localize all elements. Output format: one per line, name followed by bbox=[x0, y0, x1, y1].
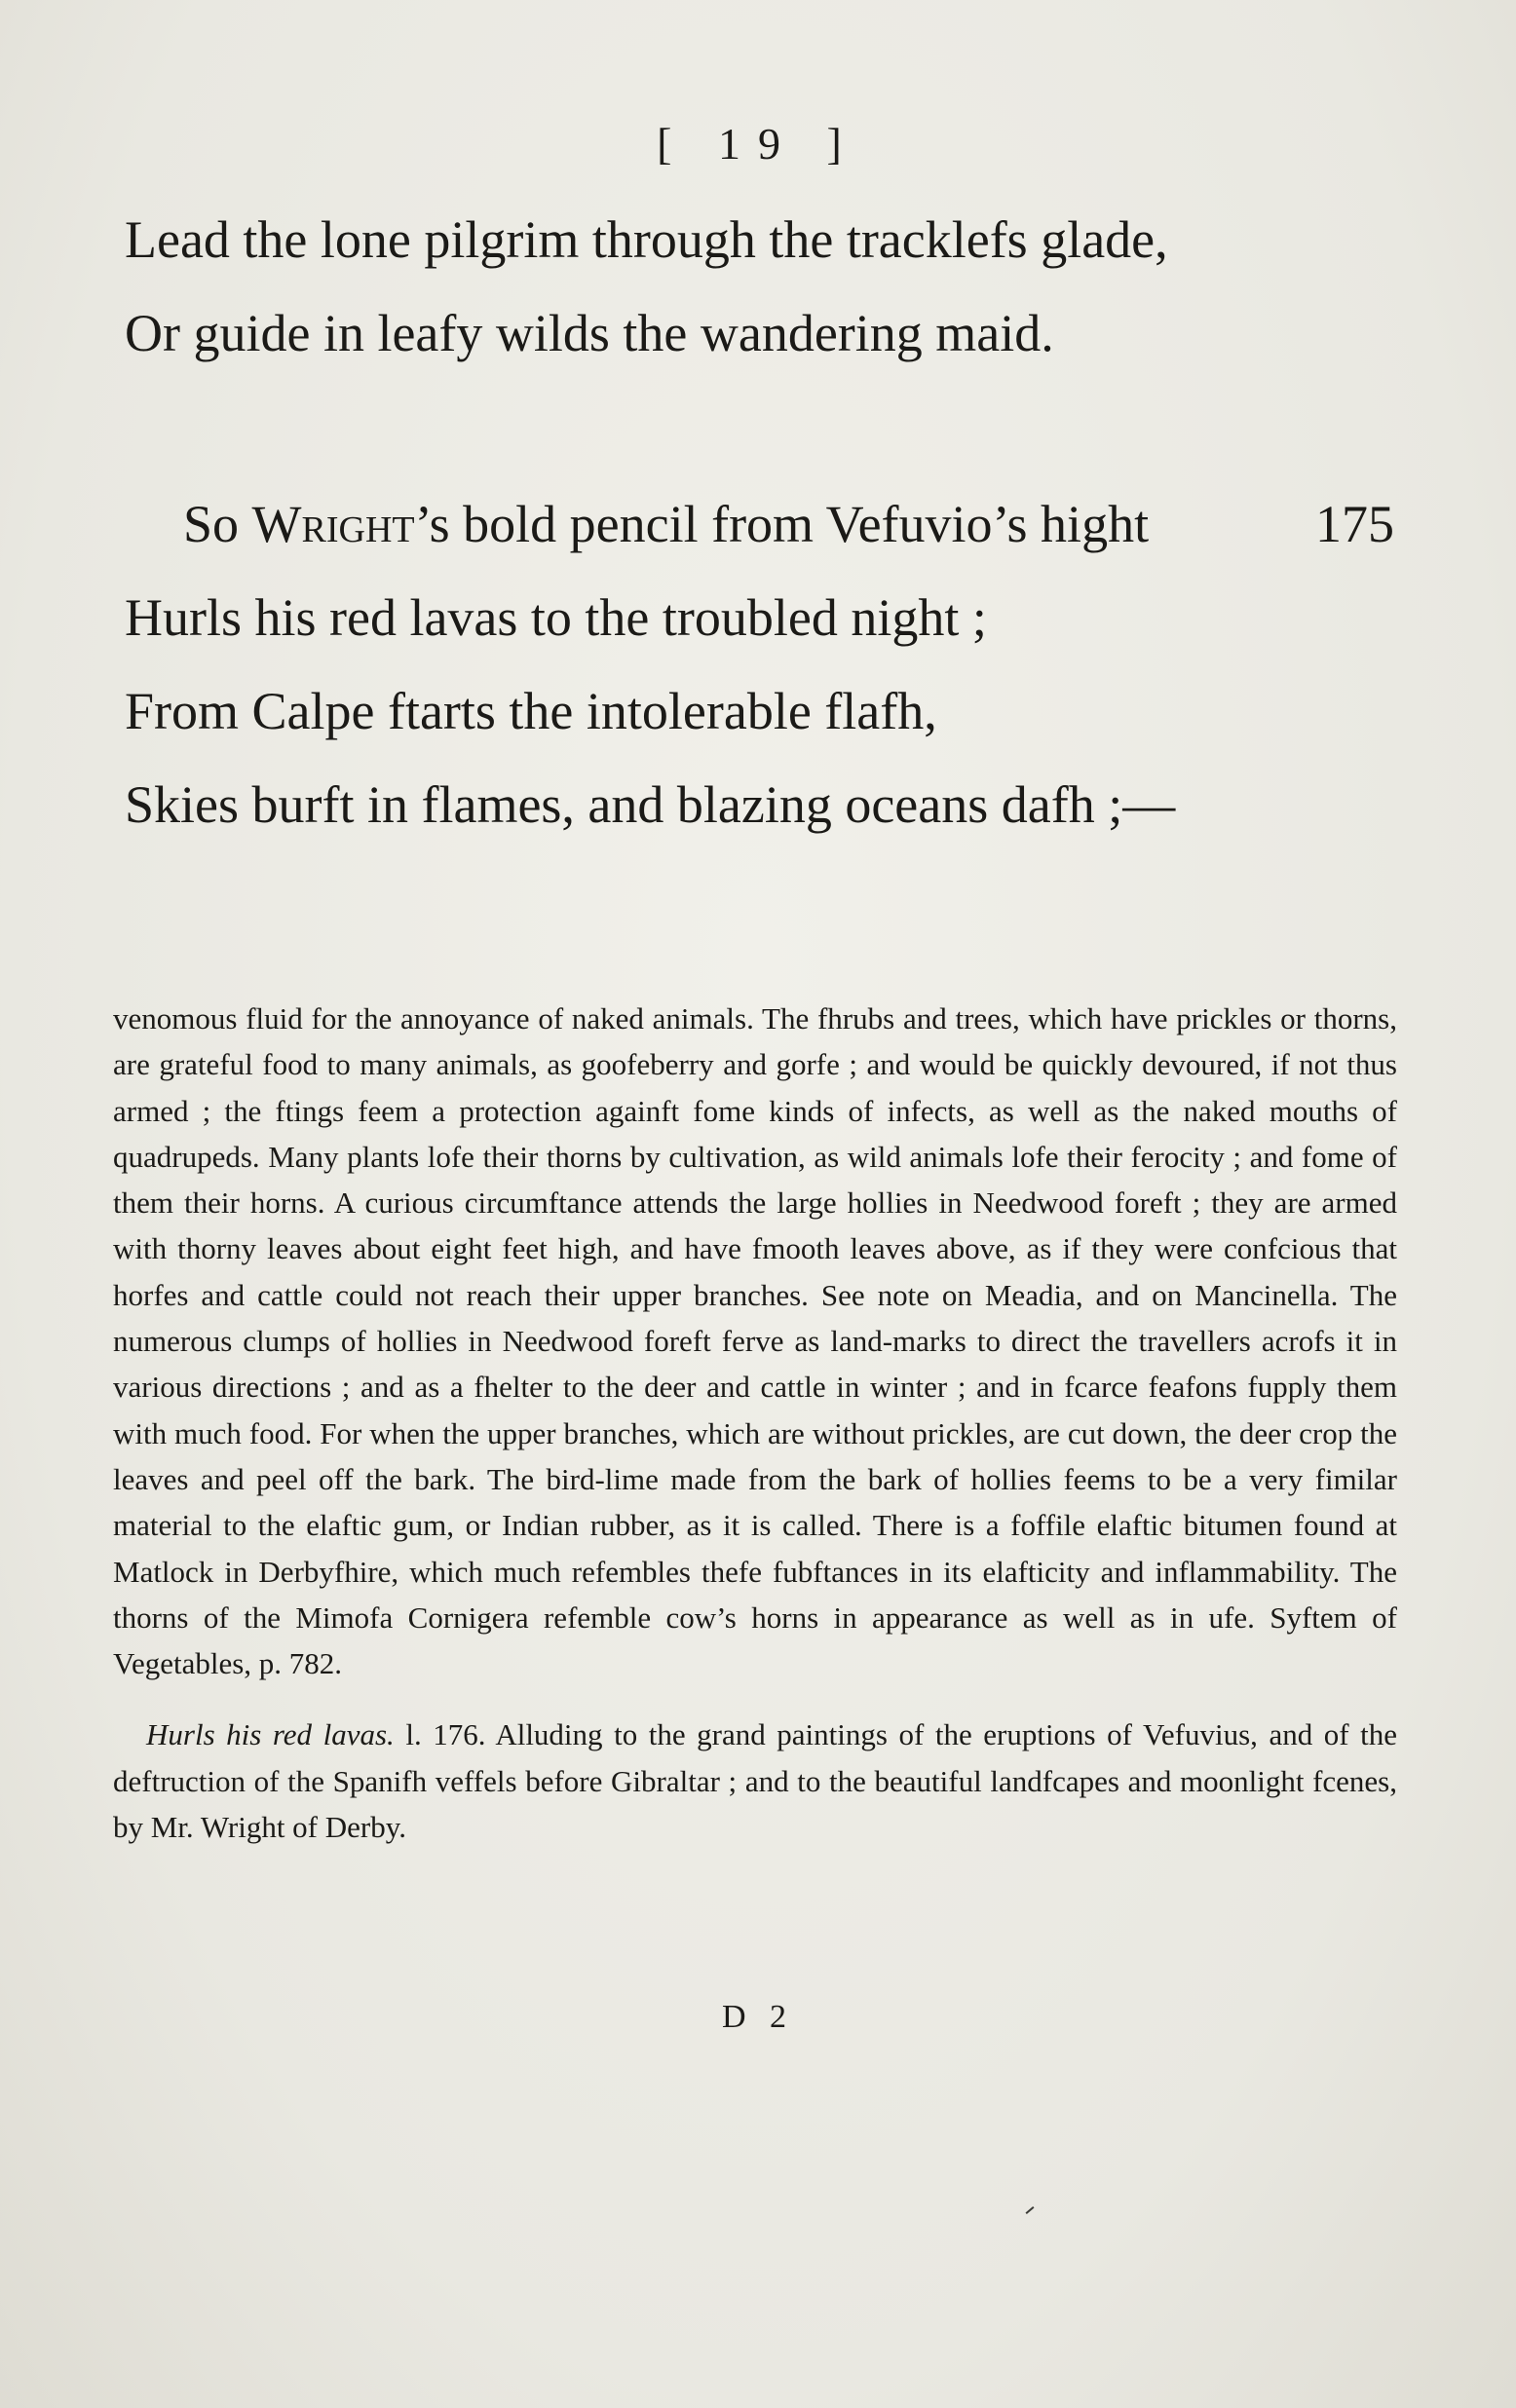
footnote-paragraph bbox=[113, 1712, 1397, 1850]
page-number: [ 19 ] bbox=[657, 119, 859, 169]
signature-mark: D 2 bbox=[721, 1999, 795, 2035]
verse-name-small-caps: Wright bbox=[251, 495, 415, 553]
verse-line: From Calpe ftarts the intolerable flafh, bbox=[125, 682, 937, 740]
verse-line: Hurls his red lavas to the troubled night ; bbox=[125, 588, 987, 647]
paper-speck bbox=[1026, 2206, 1035, 2214]
line-number: 175 bbox=[1315, 495, 1394, 553]
verse-stanza-2 bbox=[125, 477, 1411, 851]
verse-line bbox=[125, 477, 1411, 571]
footnotes bbox=[113, 996, 1397, 1850]
verse-line: Or guide in leafy wilds the wandering maid. bbox=[125, 304, 1054, 362]
verse-line: Skies burft in flames, and blazing oceans dafh ;— bbox=[125, 775, 1176, 834]
verse-text: So bbox=[183, 495, 252, 553]
verse-line: Lead the lone pilgrim through the tracklefs glade, bbox=[125, 210, 1168, 269]
footnote-reference: Hurls his red lavas. bbox=[146, 1717, 395, 1752]
verse-stanza-1 bbox=[125, 193, 1411, 380]
verse-text: ’s bold pencil from Vefuvio’s hight bbox=[414, 495, 1150, 553]
footnote-text: l. 176. Alluding to the grand paintings of the eruptions of Vefuvius, and of the deftruction of the Spanifh veffels before Gibraltar ; and to the beautiful landfcapes and moonlight fcenes, by Mr. Wright of Derby. bbox=[113, 1717, 1397, 1845]
footnote-paragraph: venomous fluid for the annoyance of naked animals. The fhrubs and trees, which have prickles or thorns, are grateful food to many animals, as goofeberry and gorfe ; and would be quickly devoured, if not thus armed ; the ftings feem a protection againft fome kinds of infects, as well as the naked mouths of quadrupeds. Many plants lofe their thorns by cultivation, as wild animals lofe their ferocity ; and fome of them their horns. A curious circumftance attends the large hollies in Needwood foreft ; they are armed with thorny leaves about eight feet high, and have fmooth leaves above, as if they were confcious that horfes and cattle could not reach their upper branches. See note on Meadia, and on Mancinella. The numerous clumps of hollies in Needwood foreft ferve as land-marks to direct the travellers acrofs it in various directions ; and as a fhelter to the deer and cattle in winter ; and in fcarce feafons fupply them with much food. For when the upper branches, which are without prickles, are cut down, the deer crop the leaves and peel off the bark. The bird-lime made from the bark of hollies feems to be a very fimilar material to the elaftic gum, or Indian rubber, as it is called. There is a foffile elaftic bitumen found at Matlock in Derbyfhire, which much refembles thefe fubftances in its elafticity and inflammability. The thorns of the Mimofa Cornigera refemble cow’s horns in appearance as well as in ufe. Syftem of Vegetables, p. 782. bbox=[113, 1001, 1397, 1681]
